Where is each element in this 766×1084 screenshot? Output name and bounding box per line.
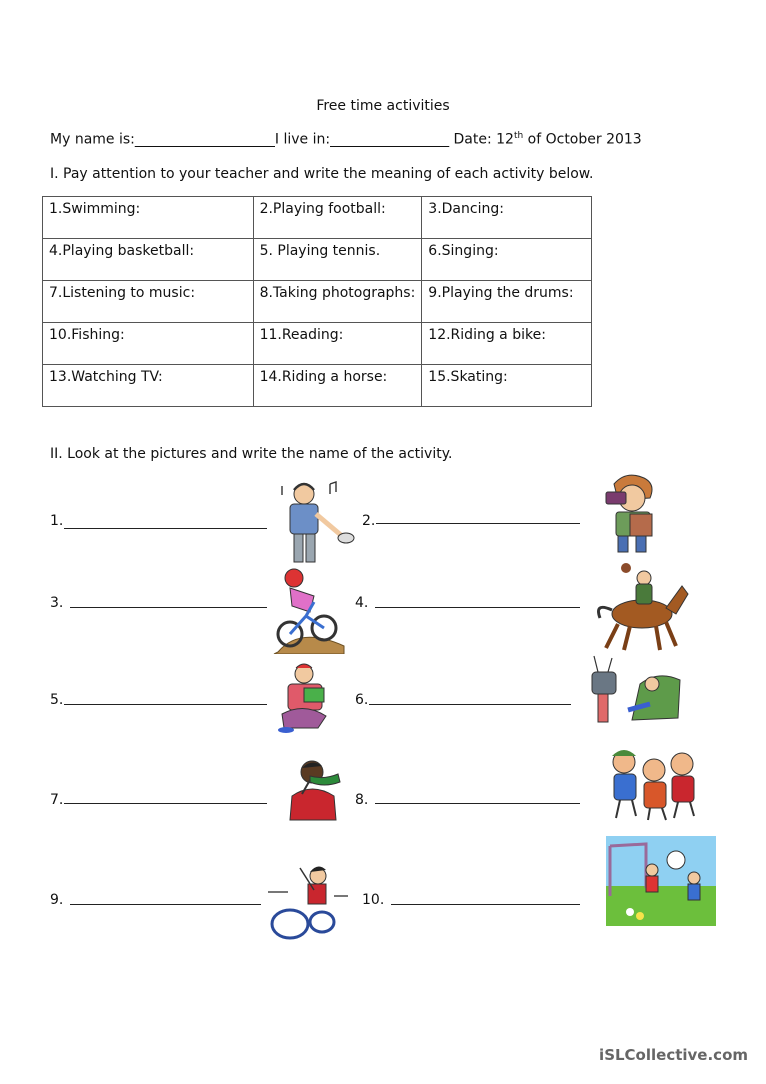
table-cell[interactable]: 12.Riding a bike: [422,323,592,365]
riding-a-bike-picture [270,566,346,654]
table-row [43,323,592,365]
section1-instruction: I. Pay attention to your teacher and write the meaning of each activity below. [50,166,594,182]
playing-football-picture [606,836,716,926]
item-number-6: 6. [355,692,369,708]
date-rest: of October 2013 [523,131,642,148]
item-number-8: 8. [355,792,369,808]
table-cell[interactable]: 7.Listening to music: [43,281,254,323]
answer-line-7[interactable] [64,803,267,804]
date-superscript: th [513,131,524,141]
table-cell[interactable]: 13.Watching TV: [43,365,254,407]
reading-picture [274,662,346,734]
table-cell[interactable]: 3.Dancing: [422,197,592,239]
answer-line-1[interactable] [64,528,267,529]
table-cell[interactable]: 15.Skating: [422,365,592,407]
worksheet-title: Free time activities [316,98,450,114]
item-number-9: 9. [50,892,64,908]
date-label: Date: 12 [453,131,514,148]
table-row [43,197,592,239]
listening-to-music-picture [270,476,356,564]
table-cell[interactable]: 9.Playing the drums: [422,281,592,323]
table-cell[interactable]: 5. Playing tennis. [253,239,422,281]
item-number-7: 7. [50,792,64,808]
activities-table [42,196,592,407]
watching-tv-picture [588,654,686,726]
answer-line-10[interactable] [391,904,580,905]
table-cell[interactable]: 8.Taking photographs: [253,281,422,323]
item-number-5: 5. [50,692,64,708]
item-number-3: 3. [50,595,64,611]
table-row [43,239,592,281]
name-blank[interactable]: ____________________ [134,131,275,148]
student-info-line [50,131,642,148]
item-number-10: 10. [362,892,385,908]
live-blank[interactable]: _________________ [330,131,450,148]
table-cell[interactable]: 14.Riding a horse: [253,365,422,407]
answer-line-6[interactable] [369,704,571,705]
answer-line-5[interactable] [64,704,267,705]
answer-line-2[interactable] [376,523,580,524]
table-cell[interactable]: 4.Playing basketball: [43,239,254,281]
playing-the-drums-picture [264,862,350,942]
taking-photographs-picture [596,470,676,556]
watermark: iSLCollective.com [599,1046,748,1064]
answer-line-8[interactable] [375,803,580,804]
table-cell[interactable]: 10.Fishing: [43,323,254,365]
name-label: My name is: [50,131,135,148]
table-row [43,365,592,407]
item-number-4: 4. [355,595,369,611]
riding-a-horse-picture [594,562,690,654]
dancing-picture [602,744,702,822]
answer-line-9[interactable] [70,904,261,905]
singing-picture [280,758,346,822]
table-row [43,281,592,323]
answer-line-4[interactable] [375,607,580,608]
answer-line-3[interactable] [70,607,267,608]
live-label: I live in: [274,131,331,148]
table-cell[interactable]: 11.Reading: [253,323,422,365]
table-cell[interactable]: 6.Singing: [422,239,592,281]
section2-instruction: II. Look at the pictures and write the name of the activity. [50,446,453,462]
item-number-1: 1. [50,513,64,529]
item-number-2: 2. [362,513,376,529]
table-cell[interactable]: 1.Swimming: [43,197,254,239]
table-cell[interactable]: 2.Playing football: [253,197,422,239]
